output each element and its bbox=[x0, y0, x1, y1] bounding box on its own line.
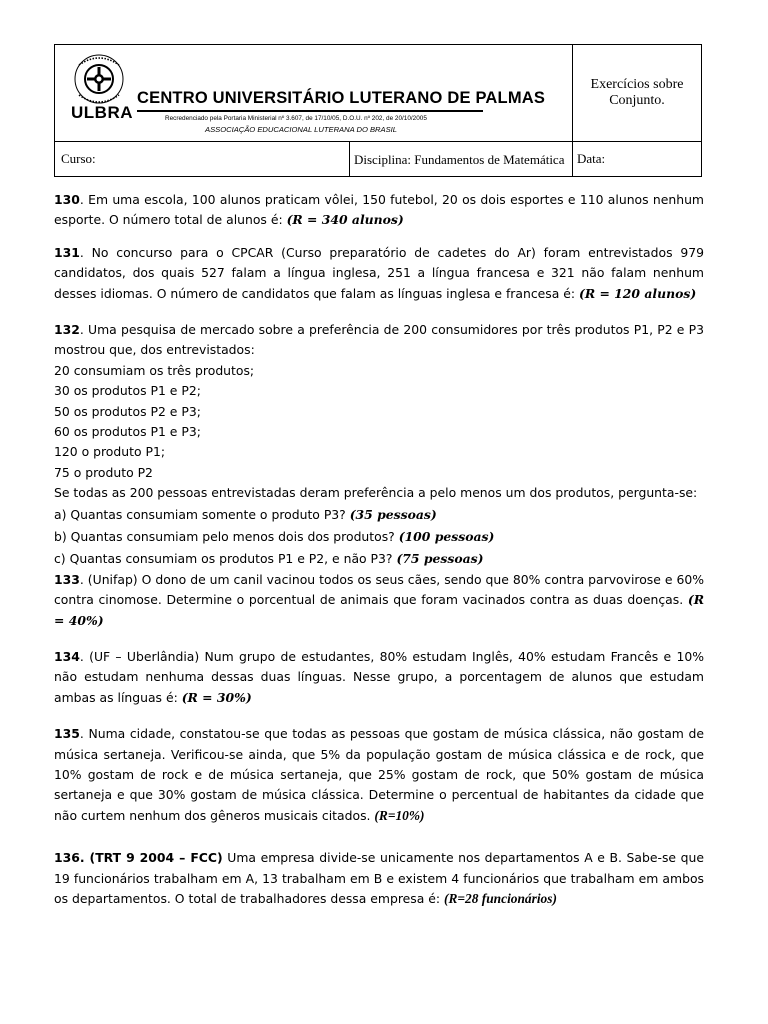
question-number: 135 bbox=[54, 726, 80, 742]
question-text: . (Unifap) O dono de um canil vacinou todos os seus cães, sendo que 80% contra parvovirose e 60% contra cinomose. Determine o porcentual de animais que foram vacinados contra as duas doenças. bbox=[54, 571, 704, 608]
answer: (R = 30%) bbox=[181, 689, 252, 705]
exercise-list bbox=[54, 190, 704, 909]
question-number: 136. (TRT 9 2004 – FCC) bbox=[54, 850, 223, 866]
question-133 bbox=[54, 570, 704, 631]
data-field: Data: bbox=[573, 142, 702, 177]
institution-name: CENTRO UNIVERSITÁRIO LUTERANO DE PALMAS bbox=[137, 89, 546, 107]
sub-question-b: b) Quantas consumiam pelo menos dois dos produtos? (100 pessoas) bbox=[54, 528, 495, 544]
disciplina-field: Disciplina: Fundamentos de Matemática bbox=[350, 142, 573, 177]
question-text: . Em uma escola, 100 alunos praticam vôlei, 150 futebol, 20 os dois esportes e 110 alunos nenhum esporte. O número total de alunos é: bbox=[54, 192, 704, 228]
question-text: . (UF – Uberlândia) Num grupo de estudantes, 80% estudam Inglês, 40% estudam Francês e 10% não estudam nenhuma dessas duas línguas. Nesse grupo, a porcentagem de alunos que estudam ambas as línguas é: bbox=[54, 648, 704, 705]
list-item: 30 os produtos P1 e P2; bbox=[54, 383, 201, 399]
question-132 bbox=[54, 320, 704, 570]
answer: (R=10%) bbox=[374, 807, 425, 823]
answer: (R = 40%) bbox=[54, 592, 704, 628]
question-text: . No concurso para o CPCAR (Curso preparatório de cadetes do Ar) foram entrevistados 979 candidatos, dos quais 527 falam a língua inglesa, 251 a língua francesa e 321 não falam nenhum desses idiomas. O número de candidatos que falam as línguas inglesa e francesa é: bbox=[54, 244, 704, 301]
answer: (75 pessoas) bbox=[396, 550, 484, 566]
page-title: Exercícios sobre Conjunto. bbox=[573, 45, 702, 142]
question-134 bbox=[54, 647, 704, 708]
list-item: 120 o produto P1; bbox=[54, 444, 166, 460]
question-number: 134 bbox=[54, 648, 80, 664]
sub-question-c: c) Quantas consumiam os produtos P1 e P2, e não P3? (75 pessoas) bbox=[54, 550, 484, 566]
answer: (35 pessoas) bbox=[349, 506, 437, 522]
list-item: 50 os produtos P2 e P3; bbox=[54, 403, 201, 419]
question-number: 130 bbox=[54, 192, 80, 207]
curso-field: Curso: bbox=[55, 142, 350, 177]
sub-question-a: a) Quantas consumiam somente o produto P3? (35 pessoas) bbox=[54, 506, 437, 522]
list-item: 20 consumiam os três produtos; bbox=[54, 362, 255, 378]
ulbra-wordmark: ULBRA bbox=[71, 103, 133, 122]
question-text: Uma empresa divide-se unicamente nos departamentos A e B. Sabe-se que 19 funcionários trabalham em A, 13 trabalham em B e existem 4 funcionários que trabalham em ambos os departamentos. O total de trabalhadores dessa empresa é: bbox=[54, 850, 705, 906]
list-item: 75 o produto P2 bbox=[54, 464, 153, 480]
recognition-text: Recredenciado pela Portaria Ministerial nº 3.607, de 17/10/05, D.O.U. nº 202, de 20/10/2005 bbox=[165, 115, 427, 122]
question-135 bbox=[54, 724, 704, 826]
answer: (100 pessoas) bbox=[398, 528, 495, 544]
question-number: 131 bbox=[54, 244, 80, 260]
question-number: 133 bbox=[54, 571, 80, 587]
list-item: 60 os produtos P1 e P3; bbox=[54, 424, 201, 440]
answer: (R=28 funcionários) bbox=[444, 890, 557, 906]
answer: (R = 120 alunos) bbox=[579, 285, 697, 301]
association-text: ASSOCIAÇÃO EDUCACIONAL LUTERANA DO BRASIL bbox=[205, 125, 398, 134]
question-text: . Numa cidade, constatou-se que todas as pessoas que gostam de música clássica, não gostam de música sertaneja. Verificou-se ainda, que 5% da população gostam de música clássica e de rock, que 10% gostam de rock e de música sertaneja, que 25% gostam de rock, que 50% gostam de música sertaneja e que 30% gostam de música clássica. Determine o percentual de habitantes da cidade que não curtem nenhum dos gêneros musicais citados. bbox=[54, 726, 704, 823]
question-131 bbox=[54, 243, 704, 304]
question-text: . Uma pesquisa de mercado sobre a preferência de 200 consumidores por três produtos P1, P2 e P3 mostrou que, dos entrevistados: bbox=[54, 322, 704, 358]
logo-cell bbox=[55, 45, 573, 142]
question-number: 132 bbox=[54, 322, 80, 338]
header-table bbox=[54, 44, 702, 177]
question-130 bbox=[54, 190, 704, 231]
divider bbox=[137, 110, 483, 112]
ulbra-seal-icon bbox=[65, 51, 133, 111]
question-136 bbox=[54, 848, 704, 909]
question-prompt: Se todas as 200 pessoas entrevistadas deram preferência a pelo menos um dos produtos, pergunta-se: bbox=[54, 485, 698, 501]
answer: (R = 340 alunos) bbox=[286, 212, 404, 228]
